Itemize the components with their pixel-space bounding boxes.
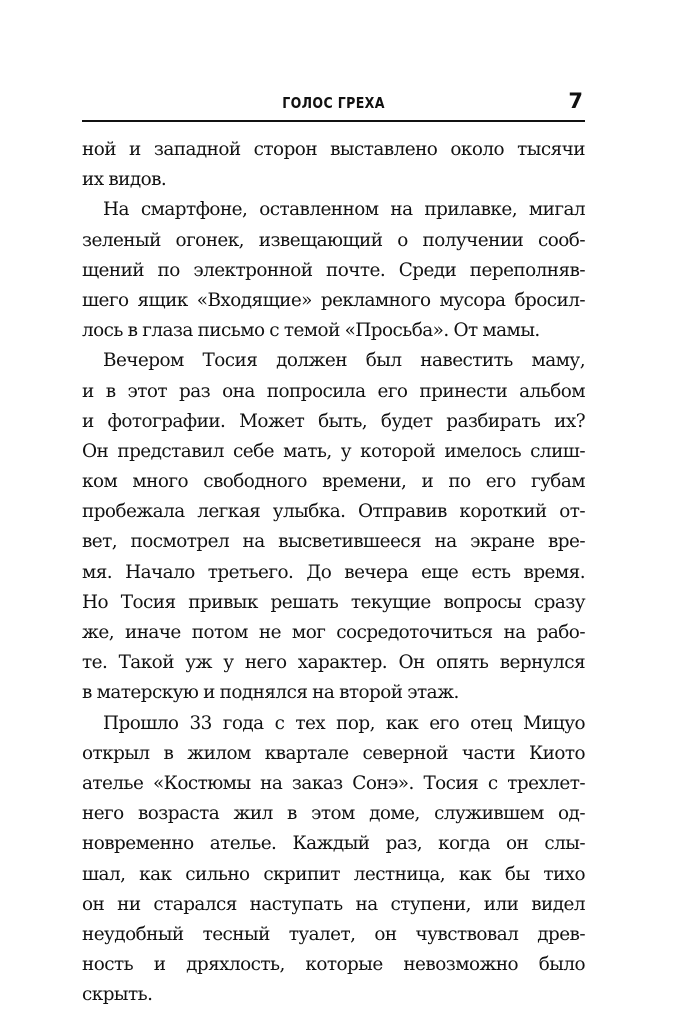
text-line: открыл в жилом квартале северной части Киото: [82, 742, 585, 764]
text-line: ателье «Костюмы на заказ Сонэ». Тосия с трехлет-: [82, 772, 585, 794]
text-line: ность и дряхлость, которые невозможно было: [82, 954, 585, 976]
paragraph: [82, 195, 585, 346]
text-line: шал, как сильно скрипит лестница, как бы тихо: [82, 863, 585, 885]
text-line: их видов.: [82, 169, 167, 191]
paragraph: [82, 709, 585, 1011]
text-line: Прошло 33 года с тех пор, как его отец Мицуо: [103, 712, 585, 734]
text-line: вет, посмотрел на высветившееся на экране вре-: [82, 531, 585, 553]
text-line: скрыть.: [82, 984, 153, 1006]
running-title: ГОЛОС ГРЕХА: [282, 94, 385, 112]
paragraph: [82, 135, 585, 195]
book-page: [82, 88, 585, 1006]
text-line: щений по электронной почте. Среди переполняв-: [82, 259, 585, 281]
text-line: те. Такой уж у него характер. Он опять вернулся: [82, 652, 585, 674]
text-line: мя. Начало третьего. До вечера еще есть время.: [82, 561, 585, 583]
paragraph: [82, 346, 585, 708]
text-line: в матерскую и поднялся на второй этаж.: [82, 682, 459, 704]
text-line: пробежала легкая улыбка. Отправив короткий от-: [82, 501, 585, 523]
text-line: и в этот раз она попросила его принести альбом: [82, 380, 585, 402]
text-line: же, иначе потом не мог сосредоточиться на рабо-: [82, 622, 585, 643]
running-header: [82, 88, 585, 122]
body-text: [82, 135, 585, 1010]
text-line: него возраста жил в этом доме, служившем од-: [82, 803, 585, 825]
page-number: 7: [568, 89, 583, 113]
text-line: неудобный тесный туалет, он чувствовал древ-: [82, 923, 585, 945]
text-line: Но Тосия привык решать текущие вопросы сразу: [82, 591, 585, 613]
text-line: ком много свободного времени, и по его губам: [82, 471, 585, 493]
text-line: зеленый огонек, извещающий о получении сооб-: [82, 229, 585, 251]
text-line: лось в глаза письмо с темой «Просьба». От мамы.: [82, 320, 540, 342]
text-line: шего ящик «Входящие» рекламного мусора бросил-: [82, 289, 585, 311]
text-line: На смартфоне, оставленном на прилавке, мигал: [103, 199, 585, 221]
text-line: он ни старался наступать на ступени, или видел: [82, 893, 585, 915]
text-line: ной и западной сторон выставлено около тысячи: [82, 139, 585, 160]
text-line: новременно ателье. Каждый раз, когда он слы-: [82, 833, 585, 855]
text-line: Он представил себе мать, у которой имелось слиш-: [82, 440, 585, 462]
text-line: и фотографии. Может быть, будет разбирать их?: [82, 410, 585, 432]
text-line: Вечером Тосия должен был навестить маму,: [103, 350, 585, 372]
